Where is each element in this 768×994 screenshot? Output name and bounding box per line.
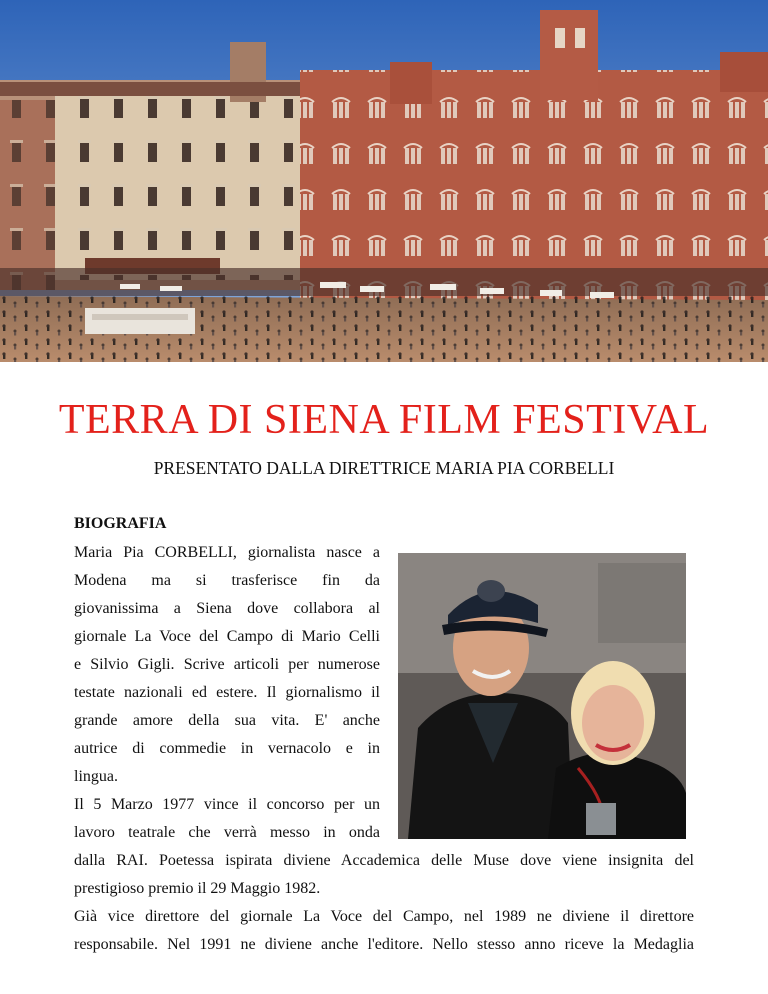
bio-line: responsabile. Nel 1991 ne diviene anche l'editore. Nello stesso anno riceve la Medaglia xyxy=(74,936,694,953)
bio-line: lingua. xyxy=(74,768,118,785)
bio-line: Maria Pia CORBELLI, giornalista nasce a xyxy=(74,544,380,561)
header-photo-piazza-del-campo xyxy=(0,0,768,362)
section-heading: BIOGRAFIA xyxy=(74,515,167,532)
bio-line: e Silvio Gigli. Scrive articoli per numerose xyxy=(74,656,380,673)
bio-line: Modena ma si trasferisce fin da xyxy=(74,572,380,589)
bio-line: prestigioso premio il 29 Maggio 1982. xyxy=(74,880,321,897)
festival-title: TERRA DI SIENA FILM FESTIVAL xyxy=(58,397,710,443)
bio-line: autrice di commedie in vernacolo e in xyxy=(74,740,380,757)
subtitle: PRESENTATO DALLA DIRETTRICE MARIA PIA CORBELLI xyxy=(153,458,615,478)
bio-line: giovanissima a Siena dove collabora al xyxy=(74,600,380,617)
bio-line: testate nazionali ed estere. Il giornalismo il xyxy=(74,684,380,701)
bio-line: lavoro teatrale che verrà messo in onda xyxy=(74,824,380,841)
bio-line: grande amore della sua vita. E' anche xyxy=(74,712,380,729)
bio-line: giornale La Voce del Campo di Mario Celli xyxy=(74,628,380,645)
portrait-photo xyxy=(398,553,686,839)
bio-line: dalla RAI. Poetessa ispirata diviene Accademica delle Muse dove viene insignita del xyxy=(74,852,694,869)
bio-line: Già vice direttore del giornale La Voce del Campo, nel 1989 ne diviene il direttore xyxy=(74,908,694,925)
bio-line: Il 5 Marzo 1977 vince il concorso per un xyxy=(74,796,380,813)
